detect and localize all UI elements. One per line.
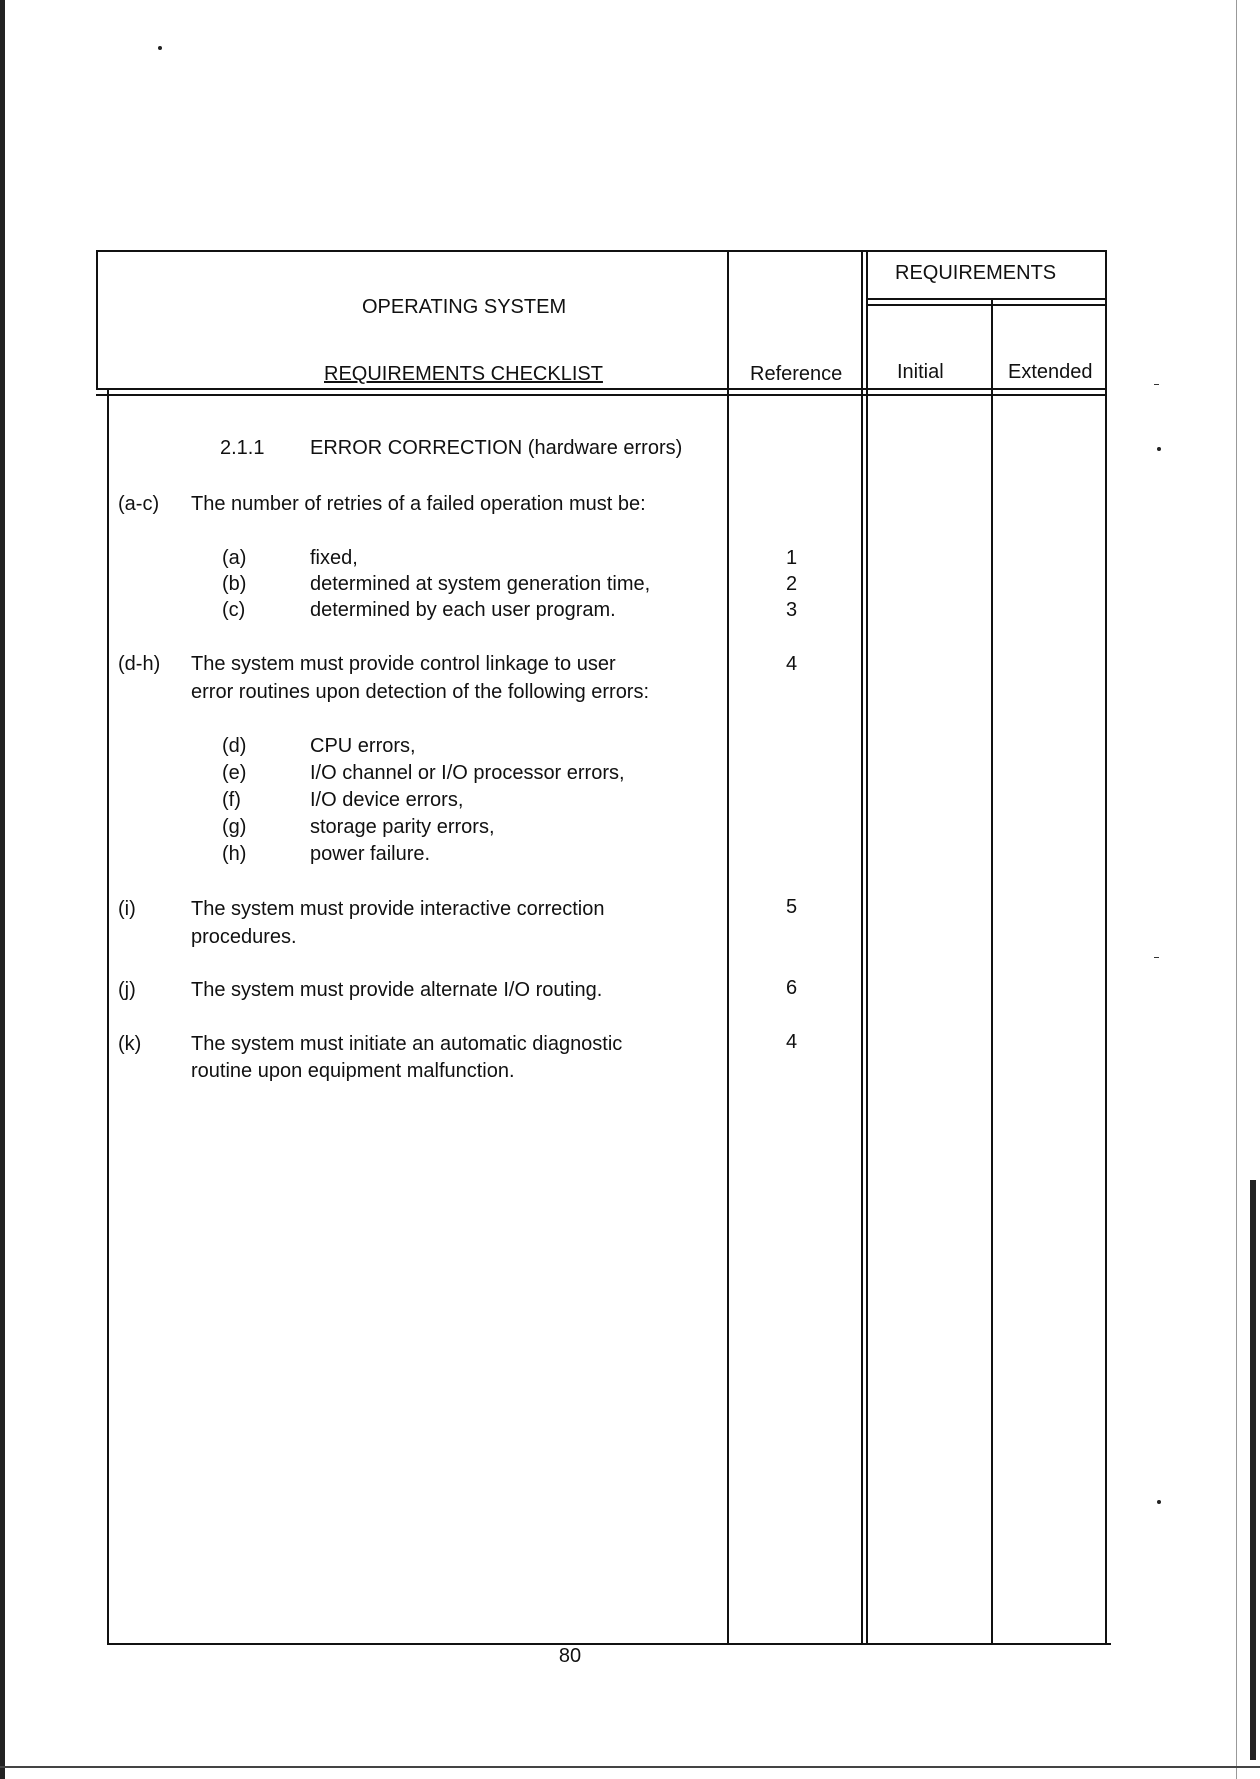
subitem-tag: (f) [222, 789, 241, 811]
item-tag: (d-h) [118, 653, 161, 675]
requirements-rule-2 [866, 304, 1106, 306]
item-text: The number of retries of a failed operation must be: [191, 493, 646, 515]
item-ref: 4 [786, 653, 798, 675]
item-tag: (k) [118, 1033, 142, 1055]
speck [1157, 447, 1161, 451]
item-text-line1: The system must provide interactive correction [191, 898, 605, 920]
subitem-ref: 3 [786, 599, 798, 621]
section-number: 2.1.1 [220, 437, 265, 459]
item-text-line1: The system must initiate an automatic diagnostic [191, 1033, 623, 1055]
requirements-rule-1 [866, 298, 1106, 300]
item-text: The system must provide alternate I/O routing. [191, 979, 603, 1001]
item-text-line1: The system must provide control linkage to user [191, 653, 616, 675]
right-edge-mark [1236, 0, 1237, 1779]
table-left-border-lower [107, 390, 109, 1645]
requirements-divider-2 [866, 250, 868, 1645]
item-ref: 6 [786, 977, 798, 999]
subitem-ref: 2 [786, 573, 798, 595]
reference-header: Reference [750, 363, 843, 385]
requirements-divider-1 [861, 250, 863, 1645]
subitem-tag: (c) [222, 599, 246, 621]
table-top-border [96, 250, 1106, 252]
table-right-border [1105, 250, 1107, 1645]
extended-header: Extended [1008, 361, 1093, 383]
subitem-tag: (e) [222, 762, 247, 784]
table-title-line1: OPERATING SYSTEM [362, 296, 567, 318]
subitem-text: I/O device errors, [310, 789, 464, 811]
subitem-text: CPU errors, [310, 735, 416, 757]
subitem-text: storage parity errors, [310, 816, 495, 838]
header-rule-1 [96, 388, 1106, 390]
section-title: ERROR CORRECTION (hardware errors) [310, 437, 683, 459]
speck [158, 46, 162, 50]
item-ref: 4 [786, 1031, 798, 1053]
table-left-border [96, 250, 98, 390]
dash [1154, 384, 1159, 385]
reference-left-divider [727, 250, 729, 1645]
header-rule-2 [96, 394, 1106, 396]
initial-extended-divider [991, 300, 993, 1645]
subitem-tag: (a) [222, 547, 247, 569]
speck [1157, 1500, 1161, 1504]
left-edge-mark [0, 0, 5, 1779]
page-number: 80 [558, 1645, 582, 1667]
subitem-tag: (b) [222, 573, 247, 595]
subitem-tag: (d) [222, 735, 247, 757]
bottom-edge-mark [0, 1766, 1260, 1768]
item-text-line2: error routines upon detection of the following errors: [191, 681, 650, 703]
item-tag: (a-c) [118, 493, 160, 515]
subitem-text: determined by each user program. [310, 599, 616, 621]
item-tag: (j) [118, 979, 136, 1001]
item-text-line2: routine upon equipment malfunction. [191, 1060, 515, 1082]
item-text-line2: procedures. [191, 926, 297, 948]
subitem-tag: (g) [222, 816, 247, 838]
subitem-ref: 1 [786, 547, 798, 569]
subitem-tag: (h) [222, 843, 247, 865]
item-ref: 5 [786, 896, 798, 918]
subitem-text: fixed, [310, 547, 358, 569]
right-edge-bottom-mark [1250, 1180, 1256, 1760]
subitem-text: determined at system generation time, [310, 573, 651, 595]
dash [1154, 957, 1159, 958]
table-title-line2: REQUIREMENTS CHECKLIST [324, 363, 603, 385]
initial-header: Initial [897, 361, 944, 383]
subitem-text: I/O channel or I/O processor errors, [310, 762, 625, 784]
subitem-text: power failure. [310, 843, 431, 865]
table-bottom-border [107, 1643, 1111, 1645]
item-tag: (i) [118, 898, 136, 920]
requirements-header: REQUIREMENTS [895, 262, 1057, 284]
